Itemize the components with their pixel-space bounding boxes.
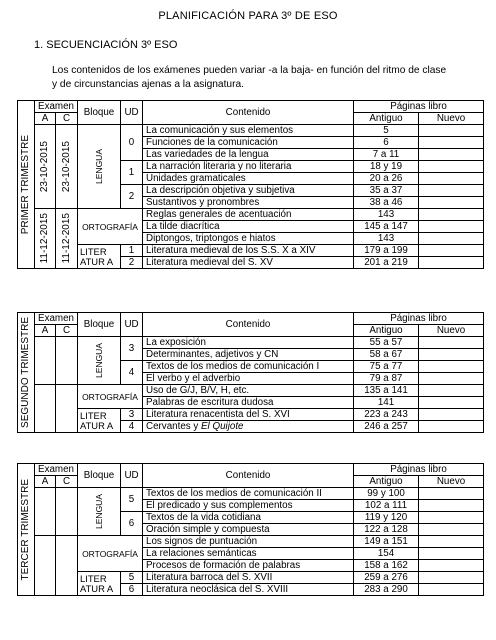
- ud-cell: 2: [121, 185, 143, 209]
- header-bloque: Bloque: [78, 101, 121, 125]
- header-a: A: [35, 325, 56, 337]
- header-nuevo: Nuevo: [419, 113, 484, 125]
- exam-date-a: [35, 337, 56, 385]
- pages-nuevo: [419, 385, 484, 397]
- pages-nuevo: [419, 536, 484, 548]
- ud-cell: 3: [121, 409, 143, 421]
- content-cell: Reglas generales de acentuación: [143, 209, 354, 221]
- bloque-lengua: LENGUA: [78, 125, 121, 209]
- content-cell: Oración simple y compuesta: [143, 524, 354, 536]
- bloque-ortografia: ORTOGRAFÍA: [78, 385, 143, 409]
- exam-date-c: 11-12-2015: [56, 209, 78, 269]
- header-nuevo: Nuevo: [419, 325, 484, 337]
- header-ud: UD: [121, 464, 143, 488]
- content-cell: Palabras de escritura dudosa: [143, 397, 354, 409]
- pages-antiguo: 75 a 77: [354, 361, 419, 373]
- content-cell: El verbo y el adverbio: [143, 373, 354, 385]
- pages-nuevo: [419, 257, 484, 269]
- content-cell: Procesos de formación de palabras: [143, 560, 354, 572]
- header-examen: Examen: [35, 101, 78, 113]
- bloque-lengua: LENGUA: [78, 337, 121, 385]
- exam-date-c: [56, 337, 78, 385]
- pages-antiguo: 55 a 57: [354, 337, 419, 349]
- trimester-label: TERCER TRIMESTRE: [18, 464, 35, 596]
- ud-cell: 0: [121, 125, 143, 161]
- pages-nuevo: [419, 349, 484, 361]
- ud-cell: 1: [121, 161, 143, 185]
- exam-date-a: [35, 536, 56, 596]
- pages-antiguo: 18 y 19: [354, 161, 419, 173]
- ud-cell: 5: [121, 572, 143, 584]
- content-cell: Literatura medieval de los S.S. X a XIV: [143, 245, 354, 257]
- pages-nuevo: [419, 173, 484, 185]
- exam-date-c: 23-10-2015: [56, 125, 78, 209]
- bloque-literatura: LITER ATUR A: [78, 245, 121, 269]
- pages-antiguo: 135 a 141: [354, 385, 419, 397]
- pages-antiguo: 259 a 276: [354, 572, 419, 584]
- pages-nuevo: [419, 500, 484, 512]
- bloque-literatura: LITER ATUR A: [78, 572, 121, 596]
- header-nuevo: Nuevo: [419, 476, 484, 488]
- header-bloque: Bloque: [78, 464, 121, 488]
- pages-antiguo: 7 a 11: [354, 149, 419, 161]
- header-contenido: Contenido: [143, 464, 354, 488]
- content-cell: El predicado y sus complementos: [143, 500, 354, 512]
- header-examen: Examen: [35, 464, 78, 476]
- content-cell: La narración literaria y no literaria: [143, 161, 354, 173]
- pages-antiguo: 79 a 87: [354, 373, 419, 385]
- content-cell: Literatura medieval del S. XV: [143, 257, 354, 269]
- header-c: C: [56, 476, 78, 488]
- section-title: 1. SECUENCIACIÓN 3º ESO: [34, 39, 178, 51]
- pages-nuevo: [419, 233, 484, 245]
- intro-paragraph: Los contenidos de los exámenes pueden variar -a la baja- en función del ritmo de clase y de circunstancias ajenas a la asignatura.: [52, 65, 447, 90]
- ud-cell: 6: [121, 512, 143, 536]
- header-c: C: [56, 325, 78, 337]
- ud-cell: 6: [121, 584, 143, 596]
- pages-antiguo: 102 a 111: [354, 500, 419, 512]
- content-cell: Las variedades de la lengua: [143, 149, 354, 161]
- pages-nuevo: [419, 361, 484, 373]
- pages-nuevo: [419, 409, 484, 421]
- content-cell: Textos de los medios de comunicación II: [143, 488, 354, 500]
- ud-cell: 3: [121, 337, 143, 361]
- exam-date-a: 11-12-2015: [35, 209, 56, 269]
- exam-date-a: [35, 385, 56, 433]
- header-examen: Examen: [35, 313, 78, 325]
- bloque-ortografia: ORTOGRAFÍA: [78, 536, 143, 572]
- pages-antiguo: 122 a 128: [354, 524, 419, 536]
- pages-nuevo: [419, 245, 484, 257]
- pages-antiguo: 179 a 199: [354, 245, 419, 257]
- pages-antiguo: 38 a 46: [354, 197, 419, 209]
- pages-nuevo: [419, 149, 484, 161]
- header-bloque: Bloque: [78, 313, 121, 337]
- header-ud: UD: [121, 101, 143, 125]
- trimester-label: SEGUNDO TRIMESTRE: [18, 313, 35, 433]
- pages-nuevo: [419, 488, 484, 500]
- ud-cell: 1: [121, 245, 143, 257]
- page-title: PLANIFICACIÓN PARA 3º DE ESO: [158, 10, 338, 22]
- content-cell: Literatura neoclásica del S. XVIII: [143, 584, 354, 596]
- content-cell: Uso de G/J, B/V, H, etc.: [143, 385, 354, 397]
- content-cell: Literatura barroca del S. XVII: [143, 572, 354, 584]
- pages-antiguo: 223 a 243: [354, 409, 419, 421]
- pages-nuevo: [419, 185, 484, 197]
- pages-nuevo: [419, 397, 484, 409]
- pages-nuevo: [419, 221, 484, 233]
- header-antiguo: Antiguo: [354, 113, 419, 125]
- content-cell: La descripción objetiva y subjetiva: [143, 185, 354, 197]
- pages-nuevo: [419, 209, 484, 221]
- pages-antiguo: 158 a 162: [354, 560, 419, 572]
- bloque-literatura: LITER ATUR A: [78, 409, 121, 433]
- content-cell: Unidades gramaticales: [143, 173, 354, 185]
- pages-antiguo: 35 a 37: [354, 185, 419, 197]
- header-paginas: Páginas libro: [354, 101, 484, 113]
- pages-antiguo: 246 a 257: [354, 421, 419, 433]
- pages-antiguo: 283 a 290: [354, 584, 419, 596]
- exam-date-a: 23-10-2015: [35, 125, 56, 209]
- pages-nuevo: [419, 421, 484, 433]
- pages-antiguo: 143: [354, 209, 419, 221]
- content-cell: Cervantes y El Quijote: [143, 421, 354, 433]
- header-paginas: Páginas libro: [354, 313, 484, 325]
- trimester-label: PRIMER TRIMESTRE: [18, 101, 35, 269]
- pages-antiguo: 201 a 219: [354, 257, 419, 269]
- pages-antiguo: 149 a 151: [354, 536, 419, 548]
- pages-antiguo: 141: [354, 397, 419, 409]
- exam-date-c: [56, 536, 78, 596]
- pages-nuevo: [419, 512, 484, 524]
- content-cell: Sustantivos y pronombres: [143, 197, 354, 209]
- pages-antiguo: 154: [354, 548, 419, 560]
- pages-antiguo: 20 a 26: [354, 173, 419, 185]
- pages-nuevo: [419, 197, 484, 209]
- header-c: C: [56, 113, 78, 125]
- bloque-lengua: LENGUA: [78, 488, 121, 536]
- exam-date-c: [56, 385, 78, 433]
- content-cell: Diptongos, triptongos e hiatos: [143, 233, 354, 245]
- content-cell: Los signos de puntuación: [143, 536, 354, 548]
- content-cell: Determinantes, adjetivos y CN: [143, 349, 354, 361]
- pages-nuevo: [419, 524, 484, 536]
- content-cell: Textos de la vida cotidiana: [143, 512, 354, 524]
- pages-antiguo: 145 a 147: [354, 221, 419, 233]
- pages-antiguo: 5: [354, 125, 419, 137]
- pages-nuevo: [419, 161, 484, 173]
- content-cell: La relaciones semánticas: [143, 548, 354, 560]
- header-contenido: Contenido: [143, 313, 354, 337]
- ud-cell: 5: [121, 488, 143, 512]
- pages-nuevo: [419, 548, 484, 560]
- header-antiguo: Antiguo: [354, 325, 419, 337]
- table-segundo-trimestre: [17, 312, 484, 433]
- content-cell: Funciones de la comunicación: [143, 137, 354, 149]
- header-a: A: [35, 476, 56, 488]
- pages-antiguo: 58 a 67: [354, 349, 419, 361]
- pages-nuevo: [419, 572, 484, 584]
- header-contenido: Contenido: [143, 101, 354, 125]
- pages-antiguo: 6: [354, 137, 419, 149]
- table-tercer-trimestre: [17, 463, 484, 596]
- pages-nuevo: [419, 584, 484, 596]
- pages-antiguo: 143: [354, 233, 419, 245]
- header-antiguo: Antiguo: [354, 476, 419, 488]
- content-cell: La exposición: [143, 337, 354, 349]
- header-paginas: Páginas libro: [354, 464, 484, 476]
- pages-nuevo: [419, 560, 484, 572]
- header-a: A: [35, 113, 56, 125]
- header-ud: UD: [121, 313, 143, 337]
- pages-antiguo: 99 y 100: [354, 488, 419, 500]
- content-cell: Textos de los medios de comunicación I: [143, 361, 354, 373]
- exam-date-a: [35, 488, 56, 536]
- ud-cell: 4: [121, 421, 143, 433]
- table-primer-trimestre: [17, 100, 484, 269]
- pages-nuevo: [419, 137, 484, 149]
- exam-date-c: [56, 488, 78, 536]
- pages-antiguo: 119 y 120: [354, 512, 419, 524]
- pages-nuevo: [419, 373, 484, 385]
- content-cell: La tilde diacrítica: [143, 221, 354, 233]
- ud-cell: 2: [121, 257, 143, 269]
- content-cell: Literatura renacentista del S. XVI: [143, 409, 354, 421]
- ud-cell: 4: [121, 361, 143, 385]
- bloque-ortografia: ORTOGRAFÍA: [78, 209, 143, 245]
- pages-nuevo: [419, 337, 484, 349]
- content-cell: La comunicación y sus elementos: [143, 125, 354, 137]
- pages-nuevo: [419, 125, 484, 137]
